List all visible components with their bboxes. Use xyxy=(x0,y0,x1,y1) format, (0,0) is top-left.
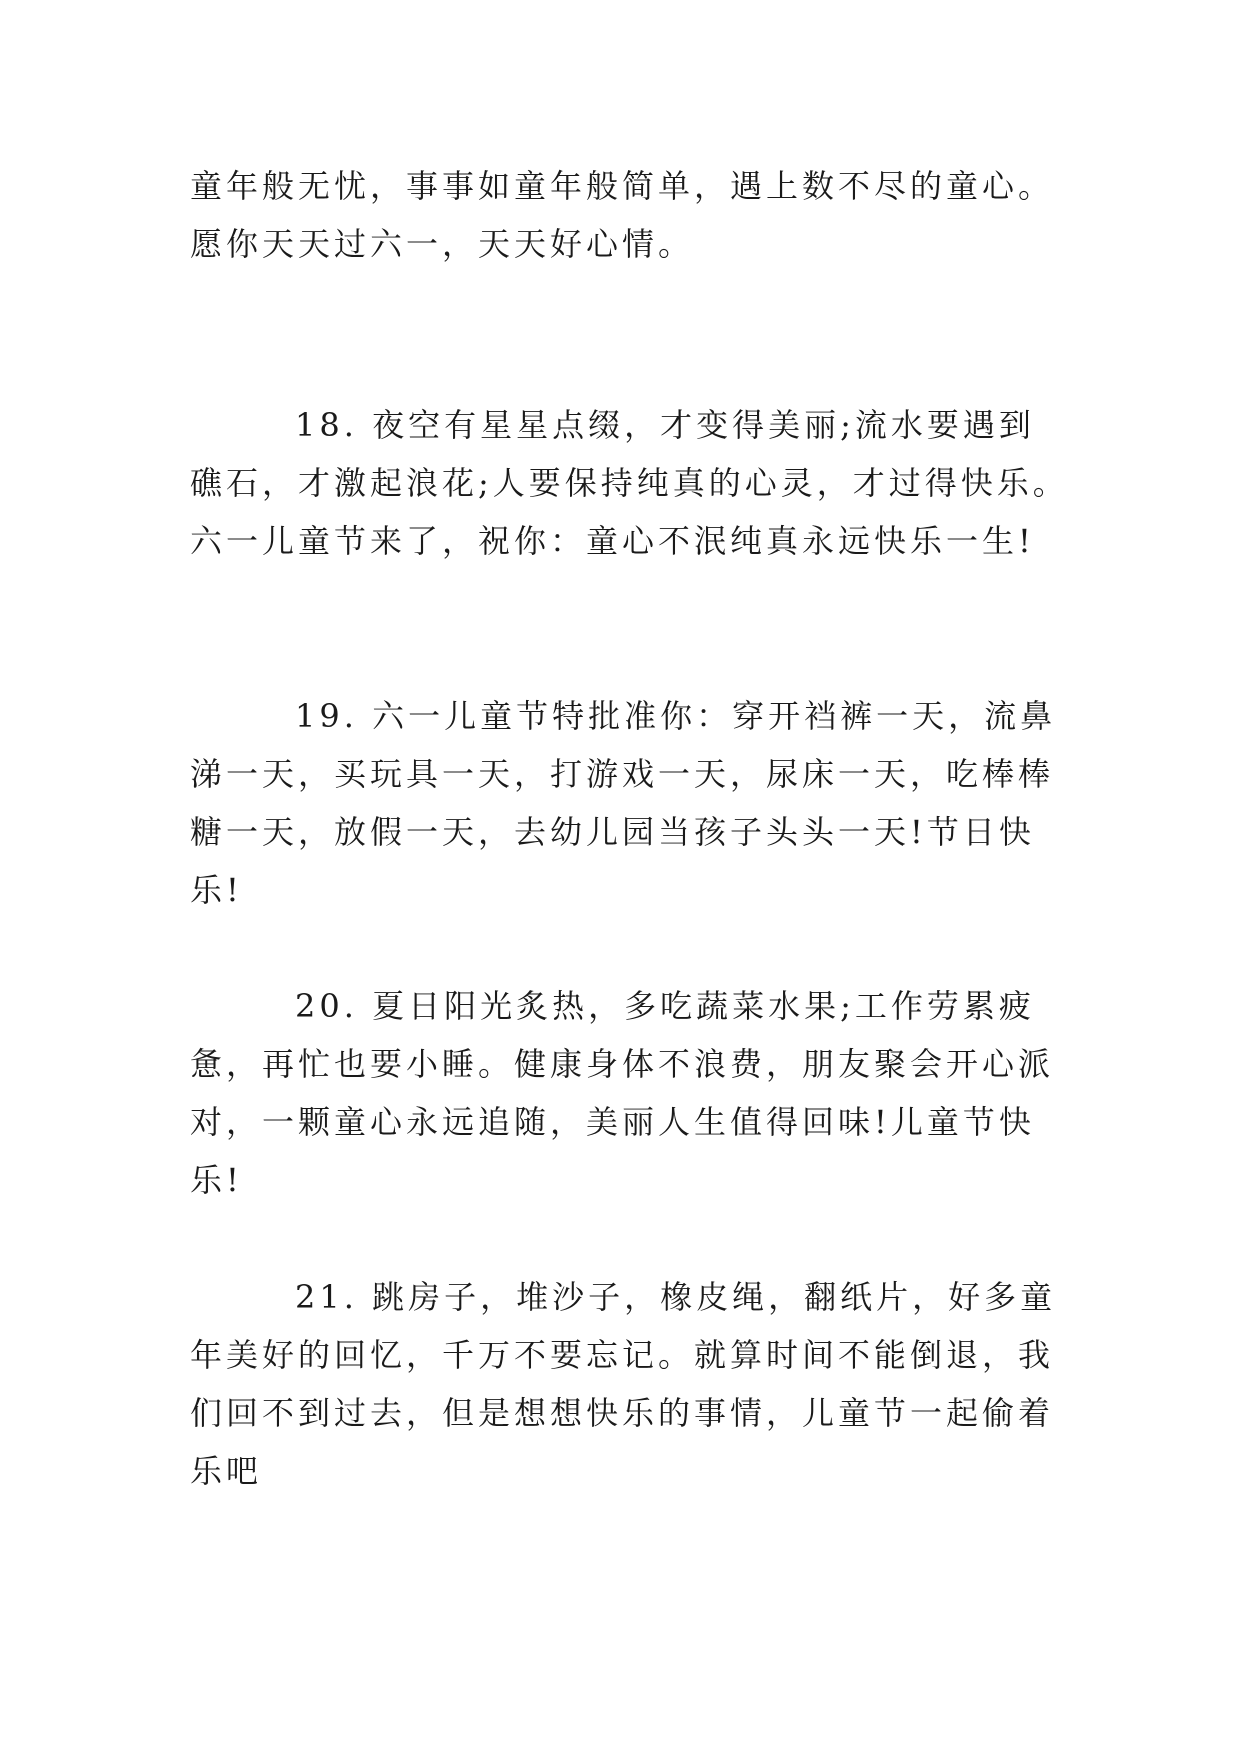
paragraph-item-19: 19. 六一儿童节特批准你：穿开裆裤一天，流鼻涕一天，买玩具一天，打游戏一天，尿床一天，吃棒棒糖一天，放假一天，去幼儿园当孩子头头一天!节日快乐! xyxy=(190,697,1057,909)
paragraph-item-20: 20. 夏日阳光炙热，多吃蔬菜水果;工作劳累疲惫，再忙也要小睡。健康身体不浪费，朋友聚会开心派对，一颗童心永远追随，美丽人生值得回味!儿童节快乐! xyxy=(190,987,1055,1199)
paragraph-item-21: 21. 跳房子，堆沙子，橡皮绳，翻纸片，好多童年美好的回忆，千万不要忘记。就算时间不能倒退，我们回不到过去，但是想想快乐的事情，儿童节一起偷着乐吧 xyxy=(190,1278,1057,1490)
paragraph-item-18: 18. 夜空有星星点缀，才变得美丽;流水要遇到礁石，才激起浪花;人要保持纯真的心灵，才过得快乐。六一儿童节来了，祝你：童心不泯纯真永远快乐一生! xyxy=(190,406,1069,560)
paragraph-continuation: 童年般无忧，事事如童年般简单，遇上数不尽的童心。愿你天天过六一，天天好心情。 xyxy=(190,167,1055,263)
